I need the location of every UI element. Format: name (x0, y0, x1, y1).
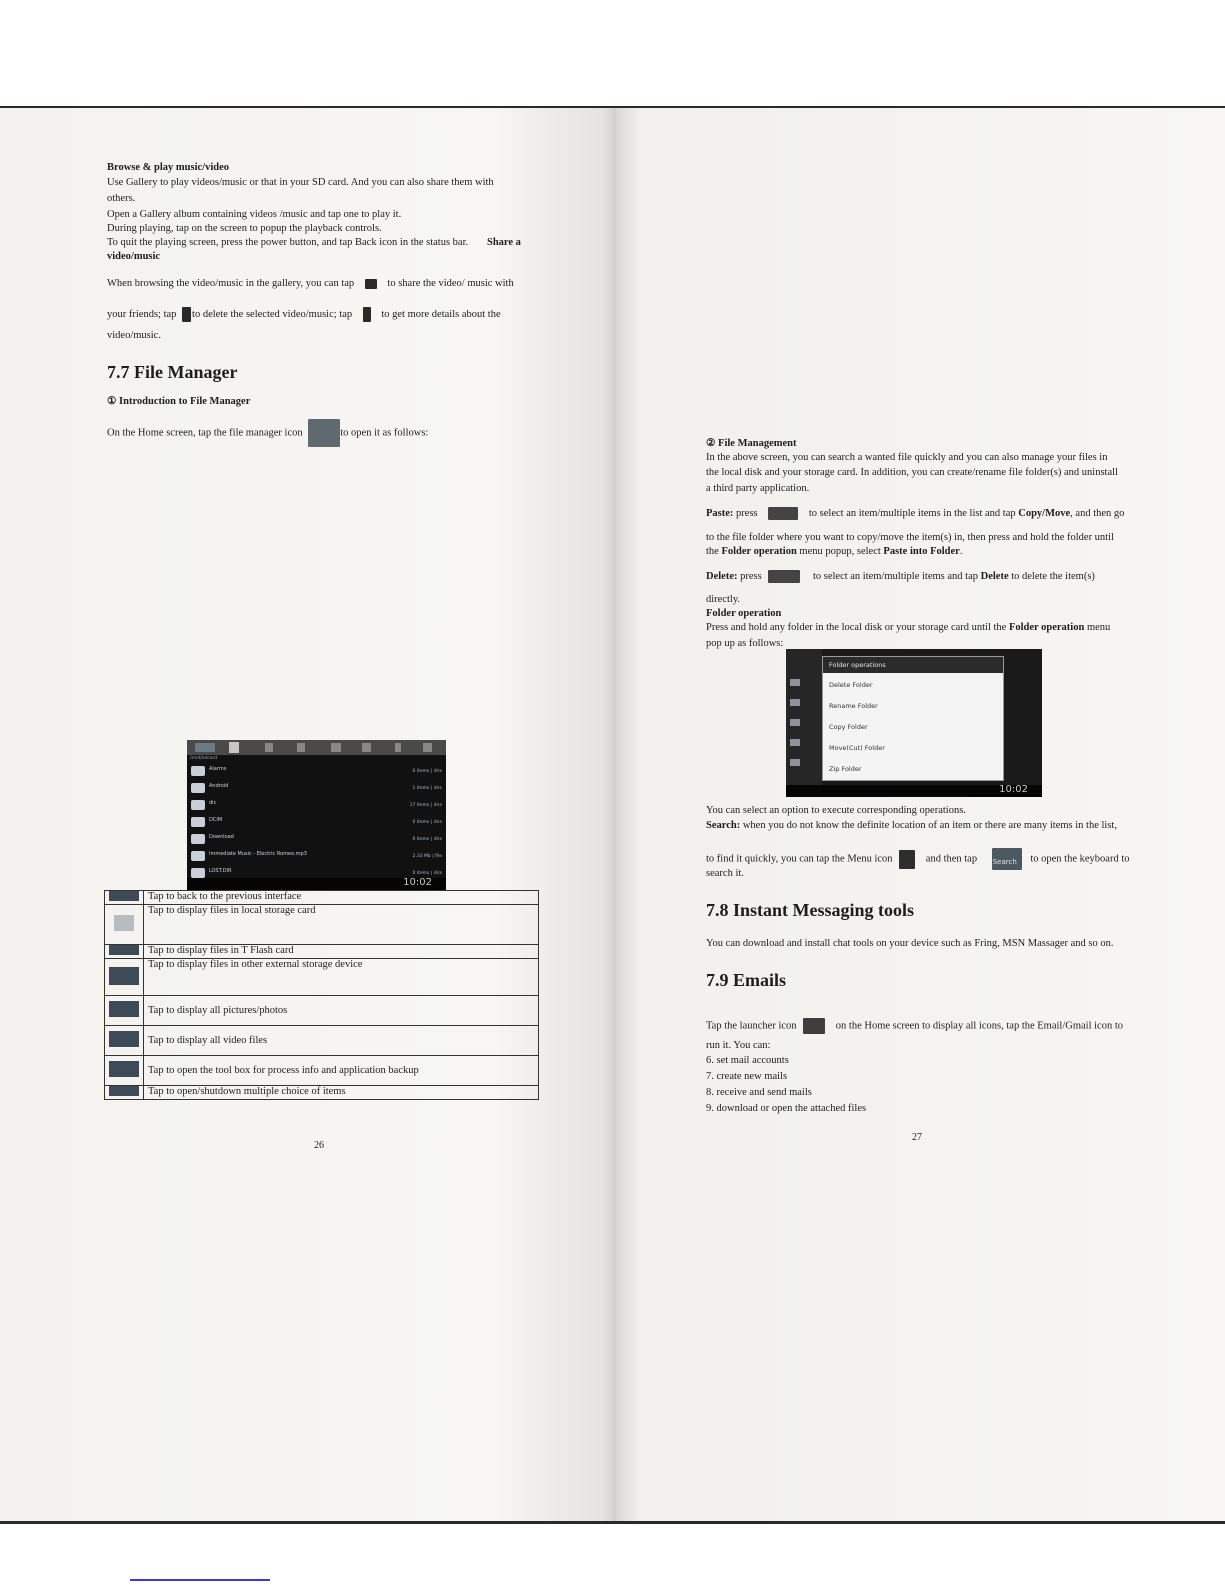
sdcard-icon (229, 742, 239, 753)
search-para-2 (706, 848, 1130, 870)
table-row (105, 1086, 539, 1100)
browse-para-1: Use Gallery to play videos/music or that in your SD card. And you can also share them with (107, 177, 494, 188)
share-heading-b: video/music (107, 251, 161, 262)
table-icon-cell (105, 996, 144, 1026)
paste-folder-operation: Folder operation (721, 546, 797, 557)
folder-op-para-1 (706, 621, 1110, 635)
email-para-2: run it. You can: (706, 1040, 771, 1051)
folder-operations-dialog (822, 656, 1004, 781)
table-desc: Tap to open/shutdown multiple choice of items (144, 1086, 539, 1100)
email-list (706, 1053, 866, 1117)
delete-para-1 (706, 570, 1095, 584)
sdcard-icon (114, 915, 134, 931)
table-desc: Tap to display files in T Flash card (144, 945, 539, 959)
menu-item-delete-folder[interactable]: Delete Folder (829, 681, 873, 689)
file-count: 0 items | dirs (412, 837, 442, 842)
usb-icon (109, 967, 139, 985)
menu-item-move-folder[interactable]: Move(Cut) Folder (829, 744, 885, 752)
paste-text-a: press (736, 508, 758, 519)
status-bar (786, 785, 1042, 797)
table-icon-cell (105, 891, 144, 905)
intro-text-a: On the Home screen, tap the file manager icon (107, 427, 303, 439)
browse-heading: Browse & play music/video (107, 162, 230, 173)
file-name: DCIM (209, 817, 223, 823)
folder-op-text-a: Press and hold any folder in the local disk or your storage card until the (706, 622, 1007, 633)
folder-icon (191, 800, 205, 810)
page-number-left: 26 (314, 1140, 324, 1151)
table-desc: Tap to back to the previous interface (144, 891, 539, 905)
file-management-heading: ② File Management (706, 438, 797, 449)
paste-para-1 (706, 507, 1124, 521)
delete-label: Delete: (706, 571, 738, 582)
browse-para-1b: others. (107, 193, 136, 204)
im-para: You can download and install chat tools on your device such as Fring, MSN Massager and so on. (706, 938, 1114, 949)
email-text-b: on the Home screen to display all icons, tap the Email/Gmail icon to (835, 1020, 1124, 1032)
paste-text-c: , and then go (1070, 508, 1125, 519)
table-row (105, 905, 539, 945)
share-para-3: video/music. (107, 330, 161, 341)
email-text-a: Tap the launcher icon (706, 1020, 797, 1032)
bottom-border (0, 1521, 1225, 1524)
browse-para-2: Open a Gallery album containing videos /music and tap one to play it. (107, 209, 402, 220)
select-para: You can select an option to execute corresponding operations. (706, 805, 966, 816)
list-item: 8. receive and send mails (706, 1087, 812, 1098)
share-text-a: When browsing the video/music in the gallery, you can tap (107, 278, 355, 289)
folder-icon (790, 679, 800, 686)
dialog-title: Folder operations (823, 657, 1003, 673)
file-manager-icon-table (104, 890, 539, 1100)
usb-icon (297, 743, 305, 752)
file-count: 0 items | dirs (412, 820, 442, 825)
background-list (786, 649, 822, 785)
table-desc: Tap to display files in other external storage device (144, 959, 539, 996)
trash-icon (182, 307, 191, 322)
fm-para-2: the local disk and your storage card. In addition, you can create/rename file folder(s) and uninstall (706, 467, 1118, 478)
status-clock: 10:02 (999, 784, 1028, 795)
multiselect-icon (768, 570, 800, 583)
paste-label: Paste: (706, 508, 734, 519)
paste-text-e2: menu popup, select (799, 546, 881, 557)
delete-text-b: to select an item/multiple items and tap (812, 571, 978, 582)
delete-text-c: to delete the item(s) (1011, 571, 1095, 582)
paste-into-folder: Paste into Folder (883, 546, 960, 557)
fm-para-1: In the above screen, you can search a wanted file quickly and you can also manage your files in (706, 452, 1108, 463)
section-7-8-title: 7.8 Instant Messaging tools (706, 900, 915, 920)
multiselect-icon (768, 507, 798, 520)
video-icon (109, 1031, 139, 1047)
folder-icon (191, 766, 205, 776)
scan-link-line (130, 1579, 270, 1581)
paste-para-2: to the file folder where you want to copy/move the item(s) in, then press and hold the folder until (706, 532, 1114, 543)
folder-operations-screenshot (786, 649, 1042, 797)
status-clock: 10:02 (403, 877, 432, 888)
table-row (105, 1056, 539, 1086)
multiselect-icon (423, 743, 432, 752)
share-text-c: your friends; tap (107, 308, 177, 320)
list-item: 6. set mail accounts (706, 1055, 789, 1066)
file-count: 0 items | dirs (412, 871, 442, 876)
back-icon (195, 743, 215, 752)
table-icon-cell (105, 945, 144, 959)
folder-op-para-2: pop up as follows: (706, 638, 784, 649)
share-text-e: to get more details about the (381, 308, 501, 320)
table-icon-cell (105, 1086, 144, 1100)
list-item: 9. download or open the attached files (706, 1103, 867, 1114)
table-icon-cell (105, 959, 144, 996)
share-text-d: to delete the selected video/music; tap (192, 308, 353, 320)
status-bar (187, 878, 446, 890)
delete-word: Delete (980, 571, 1009, 582)
folder-operation-heading: Folder operation (706, 608, 782, 619)
search-text-c: and then tap (925, 853, 978, 865)
table-icon-cell (105, 1026, 144, 1056)
file-count: 17 items | dirs (409, 803, 442, 808)
share-para-2 (107, 307, 501, 322)
folder-icon (191, 851, 205, 861)
share-text-b: to share the video/ music with (387, 278, 514, 289)
toolbar (187, 740, 446, 755)
table-row (105, 945, 539, 959)
folder-icon (790, 759, 800, 766)
file-name: Alarms (209, 766, 227, 772)
menu-item-rename-folder[interactable]: Rename Folder (829, 702, 878, 710)
folder-op-bold: Folder operation (1008, 622, 1085, 633)
section-7-7-title: 7.7 File Manager (107, 362, 238, 382)
share-para-1 (107, 277, 514, 291)
folder-icon (191, 868, 205, 878)
folder-icon (790, 739, 800, 746)
intro-para (107, 419, 428, 447)
share-heading-a: Share a (487, 237, 521, 248)
folder-icon (191, 783, 205, 793)
menu-icon (899, 850, 915, 869)
folder-icon (790, 719, 800, 726)
page-number-right: 27 (912, 1132, 922, 1143)
table-row (105, 996, 539, 1026)
folder-icon (790, 699, 800, 706)
delete-text-a: press (740, 571, 762, 582)
paste-text-b: to select an item/multiple items in the list and tap (808, 508, 1016, 519)
list-item: 7. create new mails (706, 1071, 788, 1082)
search-text-b: to find it quickly, you can tap the Menu icon (706, 853, 893, 865)
search-text-a: when you do not know the definite location of an item or there are many items in the list, (742, 820, 1117, 831)
pictures-icon (109, 1001, 139, 1017)
file-name: dic (209, 800, 217, 806)
multiselect-icon (109, 1086, 139, 1096)
menu-item-copy-folder[interactable]: Copy Folder (829, 723, 868, 731)
launcher-grid-icon (803, 1018, 825, 1034)
file-name: LOST.DIR (209, 868, 232, 874)
delete-para-2: directly. (706, 594, 741, 605)
search-para-1 (706, 819, 1117, 833)
table-desc: Tap to display files in local storage card (144, 905, 539, 945)
pictures-icon (331, 743, 341, 752)
back-icon (109, 891, 139, 901)
menu-item-zip-folder[interactable]: Zip Folder (829, 765, 862, 773)
table-icon-cell (105, 1056, 144, 1086)
tflash-icon (109, 945, 139, 955)
file-count: 1 items | dirs (412, 786, 442, 791)
file-manager-icon (308, 419, 340, 447)
table-desc: Tap to display all pictures/photos (144, 996, 539, 1026)
file-name: Immediate Music - Electric Romeo.mp3 (209, 851, 307, 857)
tflash-icon (265, 743, 273, 752)
section-7-9-title: 7.9 Emails (706, 970, 787, 990)
search-label: Search: (706, 820, 741, 831)
details-icon (363, 307, 371, 322)
paste-copymove: Copy/Move (1018, 508, 1071, 519)
intro-heading: ① Introduction to File Manager (107, 396, 251, 407)
search-para-3: search it. (706, 868, 744, 879)
paste-text-e1: the (706, 546, 719, 557)
browse-para-4: To quit the playing screen, press the power button, and tap Back icon in the status bar. (107, 237, 469, 248)
search-button-label: Search (992, 858, 1017, 866)
search-text-d: to open the keyboard to (1030, 853, 1130, 865)
table-icon-cell (105, 905, 144, 945)
email-para-1 (706, 1018, 1123, 1034)
file-count: 2.33 Mb | file (412, 854, 442, 859)
file-count: 0 items | dirs (412, 769, 442, 774)
browse-para-3: During playing, tap on the screen to popup the playback controls. (107, 223, 382, 234)
table-row (105, 959, 539, 996)
file-name: Android (209, 783, 229, 789)
table-desc: Tap to display all video files (144, 1026, 539, 1056)
folder-op-text-c: menu (1086, 622, 1111, 633)
paste-para-3: the Folder operation menu popup, select Paste into Folder. (706, 546, 963, 557)
current-path: /mnt/sdcard (190, 756, 218, 761)
file-name: Download (209, 834, 234, 840)
table-row (105, 891, 539, 905)
folder-icon (191, 834, 205, 844)
intro-text-b: to open it as follows: (340, 427, 429, 439)
table-row (105, 1026, 539, 1056)
toolbox-icon (395, 743, 401, 752)
table-desc: Tap to open the tool box for process info and application backup (144, 1056, 539, 1086)
search-icon (992, 848, 1022, 870)
file-manager-screenshot (187, 740, 446, 890)
toolbox-icon (109, 1061, 139, 1077)
share-icon (365, 279, 377, 289)
folder-icon (191, 817, 205, 827)
fm-para-3: a third party application. (706, 483, 810, 494)
video-icon (362, 743, 371, 752)
